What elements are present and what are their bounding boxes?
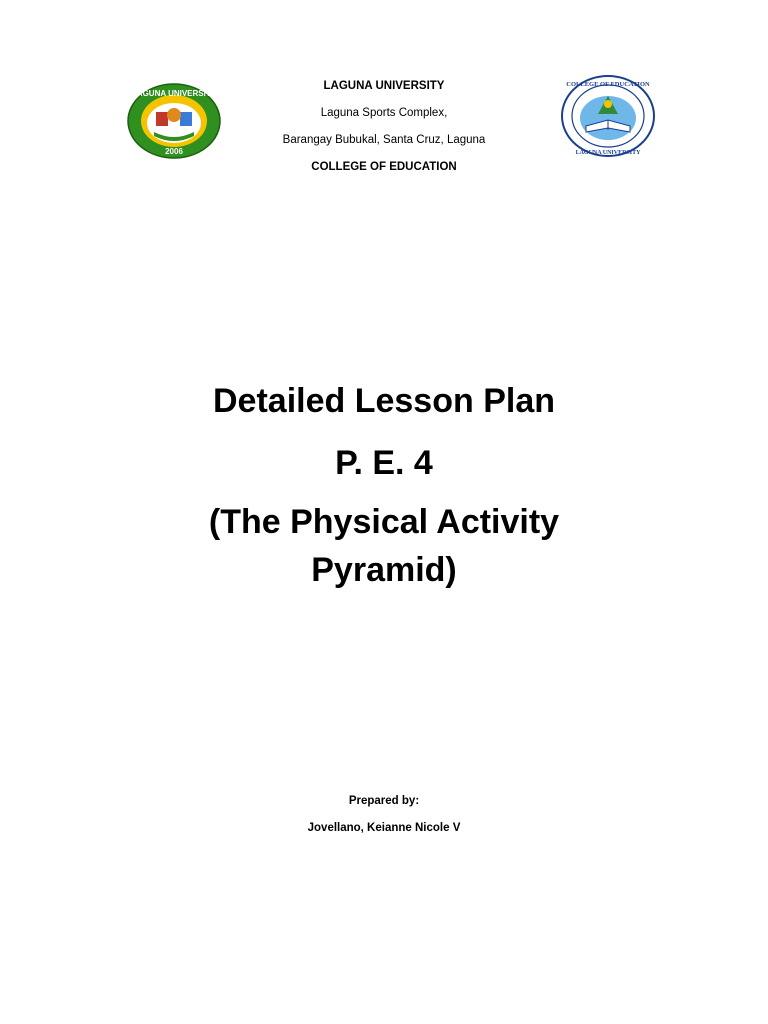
- university-name: LAGUNA UNIVERSITY: [323, 80, 445, 92]
- svg-text:LAGUNA UNIVERSITY: LAGUNA UNIVERSITY: [575, 150, 641, 156]
- address-line-1: Laguna Sports Complex,: [320, 107, 448, 119]
- laguna-university-logo: [126, 82, 222, 160]
- author-name: Jovellano, Keianne Nicole V: [307, 822, 461, 834]
- college-name: COLLEGE OF EDUCATION: [311, 161, 457, 173]
- prepared-by-label: Prepared by:: [348, 795, 420, 807]
- title-line-2: P. E. 4: [335, 444, 433, 482]
- title-line-1: Detailed Lesson Plan: [213, 382, 555, 420]
- address-line-2: Barangay Bubukal, Santa Cruz, Laguna: [282, 134, 486, 146]
- svg-text:COLLEGE OF EDUCATION: COLLEGE OF EDUCATION: [566, 81, 650, 88]
- svg-text:LAGUNA UNIVERSITY: LAGUNA UNIVERSITY: [131, 89, 217, 98]
- logo-year: 2006: [165, 147, 183, 156]
- title-line-4: Pyramid): [311, 551, 457, 589]
- title-line-3: (The Physical Activity: [208, 503, 560, 541]
